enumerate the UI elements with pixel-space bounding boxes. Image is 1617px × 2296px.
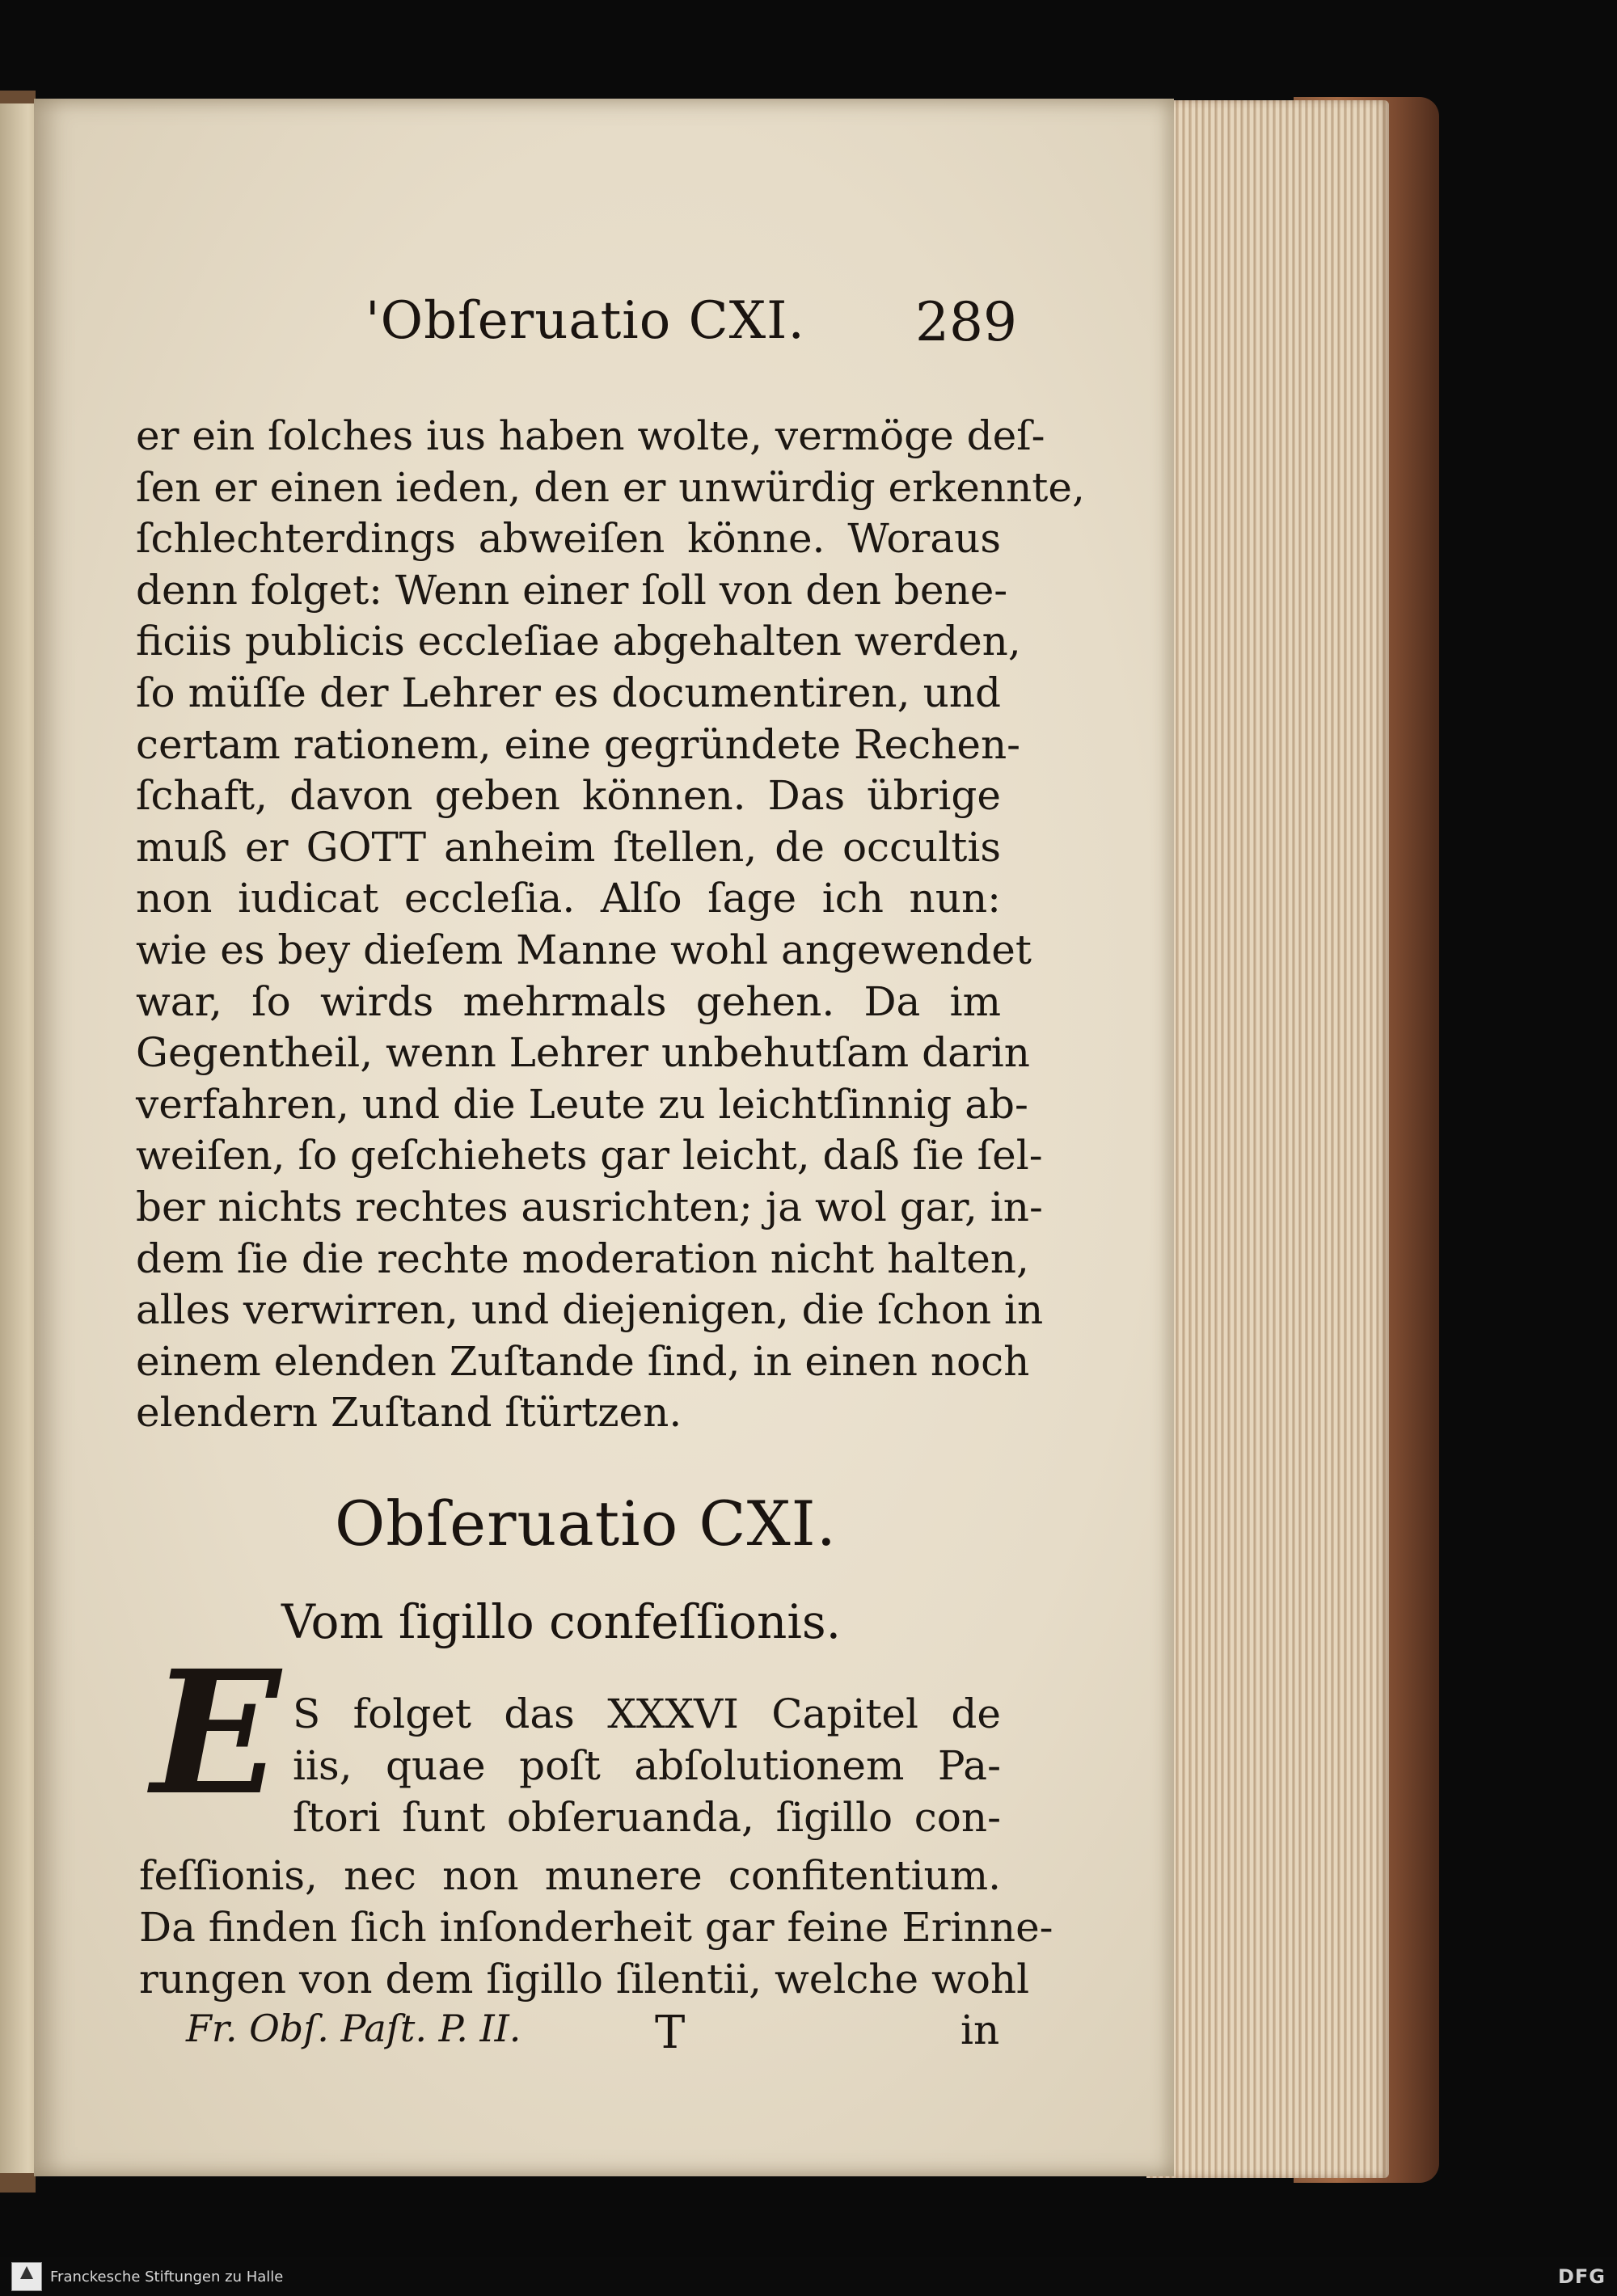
footer-bar bbox=[0, 2257, 1617, 2296]
text-line: dem ſie die rechte moderation nicht halten, bbox=[136, 1235, 1029, 1282]
section-title: Obſeruatio CXI. bbox=[335, 1488, 837, 1560]
text-line: feſſionis, nec non munere confitentium. bbox=[139, 1852, 1001, 1899]
text-line: ſtori ſunt obſeruanda, ſigillo con- bbox=[293, 1794, 1001, 1841]
page-block-edges bbox=[1146, 100, 1389, 2178]
text-line: ſchaft, davon geben können. Das übrige bbox=[136, 772, 1001, 820]
text-line: wie es bey dieſem Manne wohl angewendet bbox=[136, 926, 1032, 973]
text-line: ſchlechterdings abweiſen könne. Woraus bbox=[136, 515, 1001, 563]
text-line: ficiis publicis eccleſiae abgehalten werden, bbox=[136, 618, 1021, 665]
text-line: alles verwirren, und diejenigen, die ſchon in bbox=[136, 1286, 1044, 1334]
catchword: in bbox=[960, 2007, 1000, 2053]
section-text bbox=[139, 1850, 1053, 2005]
dfg-logo: DFG bbox=[1557, 2265, 1606, 2288]
institution-name: Franckesche Stiftungen zu Halle bbox=[50, 2269, 284, 2285]
text-line: ſo müſſe der Lehrer es documentiren, und bbox=[136, 669, 1001, 716]
text-line: ber nichts rechtes ausrichten; ja wol gar, in- bbox=[136, 1183, 1043, 1230]
section-subtitle: Vom ſigillo confeſſionis. bbox=[281, 1594, 842, 1649]
book-page bbox=[34, 99, 1174, 2176]
sheet-mark: T bbox=[655, 2007, 686, 2059]
text-line: certam rationem, eine gegründete Rechen- bbox=[136, 720, 1021, 768]
body-text bbox=[136, 411, 1085, 1439]
text-line: verfahren, und die Leute zu leichtſinnig ab- bbox=[136, 1080, 1028, 1128]
text-line: muß er GOTT anheim ſtellen, de occultis bbox=[136, 823, 1001, 871]
text-line: denn folget: Wenn einer ſoll von den bene- bbox=[136, 566, 1008, 614]
text-line: weiſen, ſo geſchiehets gar leicht, daß ſie ſel- bbox=[136, 1132, 1043, 1180]
text-line: rungen von dem ſigillo ſilentii, welche wohl bbox=[139, 1956, 1030, 2003]
text-line: war, ſo wirds mehrmals gehen. Da im bbox=[136, 977, 1001, 1025]
text-line: ſen er einen ieden, den er unwürdig erkennte, bbox=[136, 463, 1085, 511]
decorated-initial: E bbox=[150, 1633, 281, 1833]
indented-text bbox=[293, 1688, 1001, 1843]
text-line: er ein ſolches ius haben wolte, vermöge deſ- bbox=[136, 412, 1045, 459]
text-line: Gegentheil, wenn Lehrer unbehutſam darin bbox=[136, 1029, 1030, 1077]
text-line: einem elenden Zuſtande ſind, in einen noch bbox=[136, 1337, 1030, 1385]
page-number: 289 bbox=[915, 291, 1017, 353]
text-line: S folget das XXXVI Capitel de bbox=[293, 1690, 1001, 1737]
text-line: Da finden ſich inſonderheit gar feine Erinne- bbox=[139, 1904, 1053, 1951]
text-line: iis, quae poſt abſolutionem Pa- bbox=[293, 1742, 1001, 1789]
signature-mark: Fr. Obſ. Paſt. P. II. bbox=[186, 2007, 521, 2050]
text-line: non iudicat eccleſia. Alſo ſage ich nun: bbox=[136, 875, 1001, 922]
running-header: 'Obſeruatio CXI. bbox=[365, 291, 805, 351]
institution-logo-icon bbox=[11, 2262, 42, 2291]
text-line: elendern Zuſtand ſtürtzen. bbox=[136, 1389, 682, 1437]
